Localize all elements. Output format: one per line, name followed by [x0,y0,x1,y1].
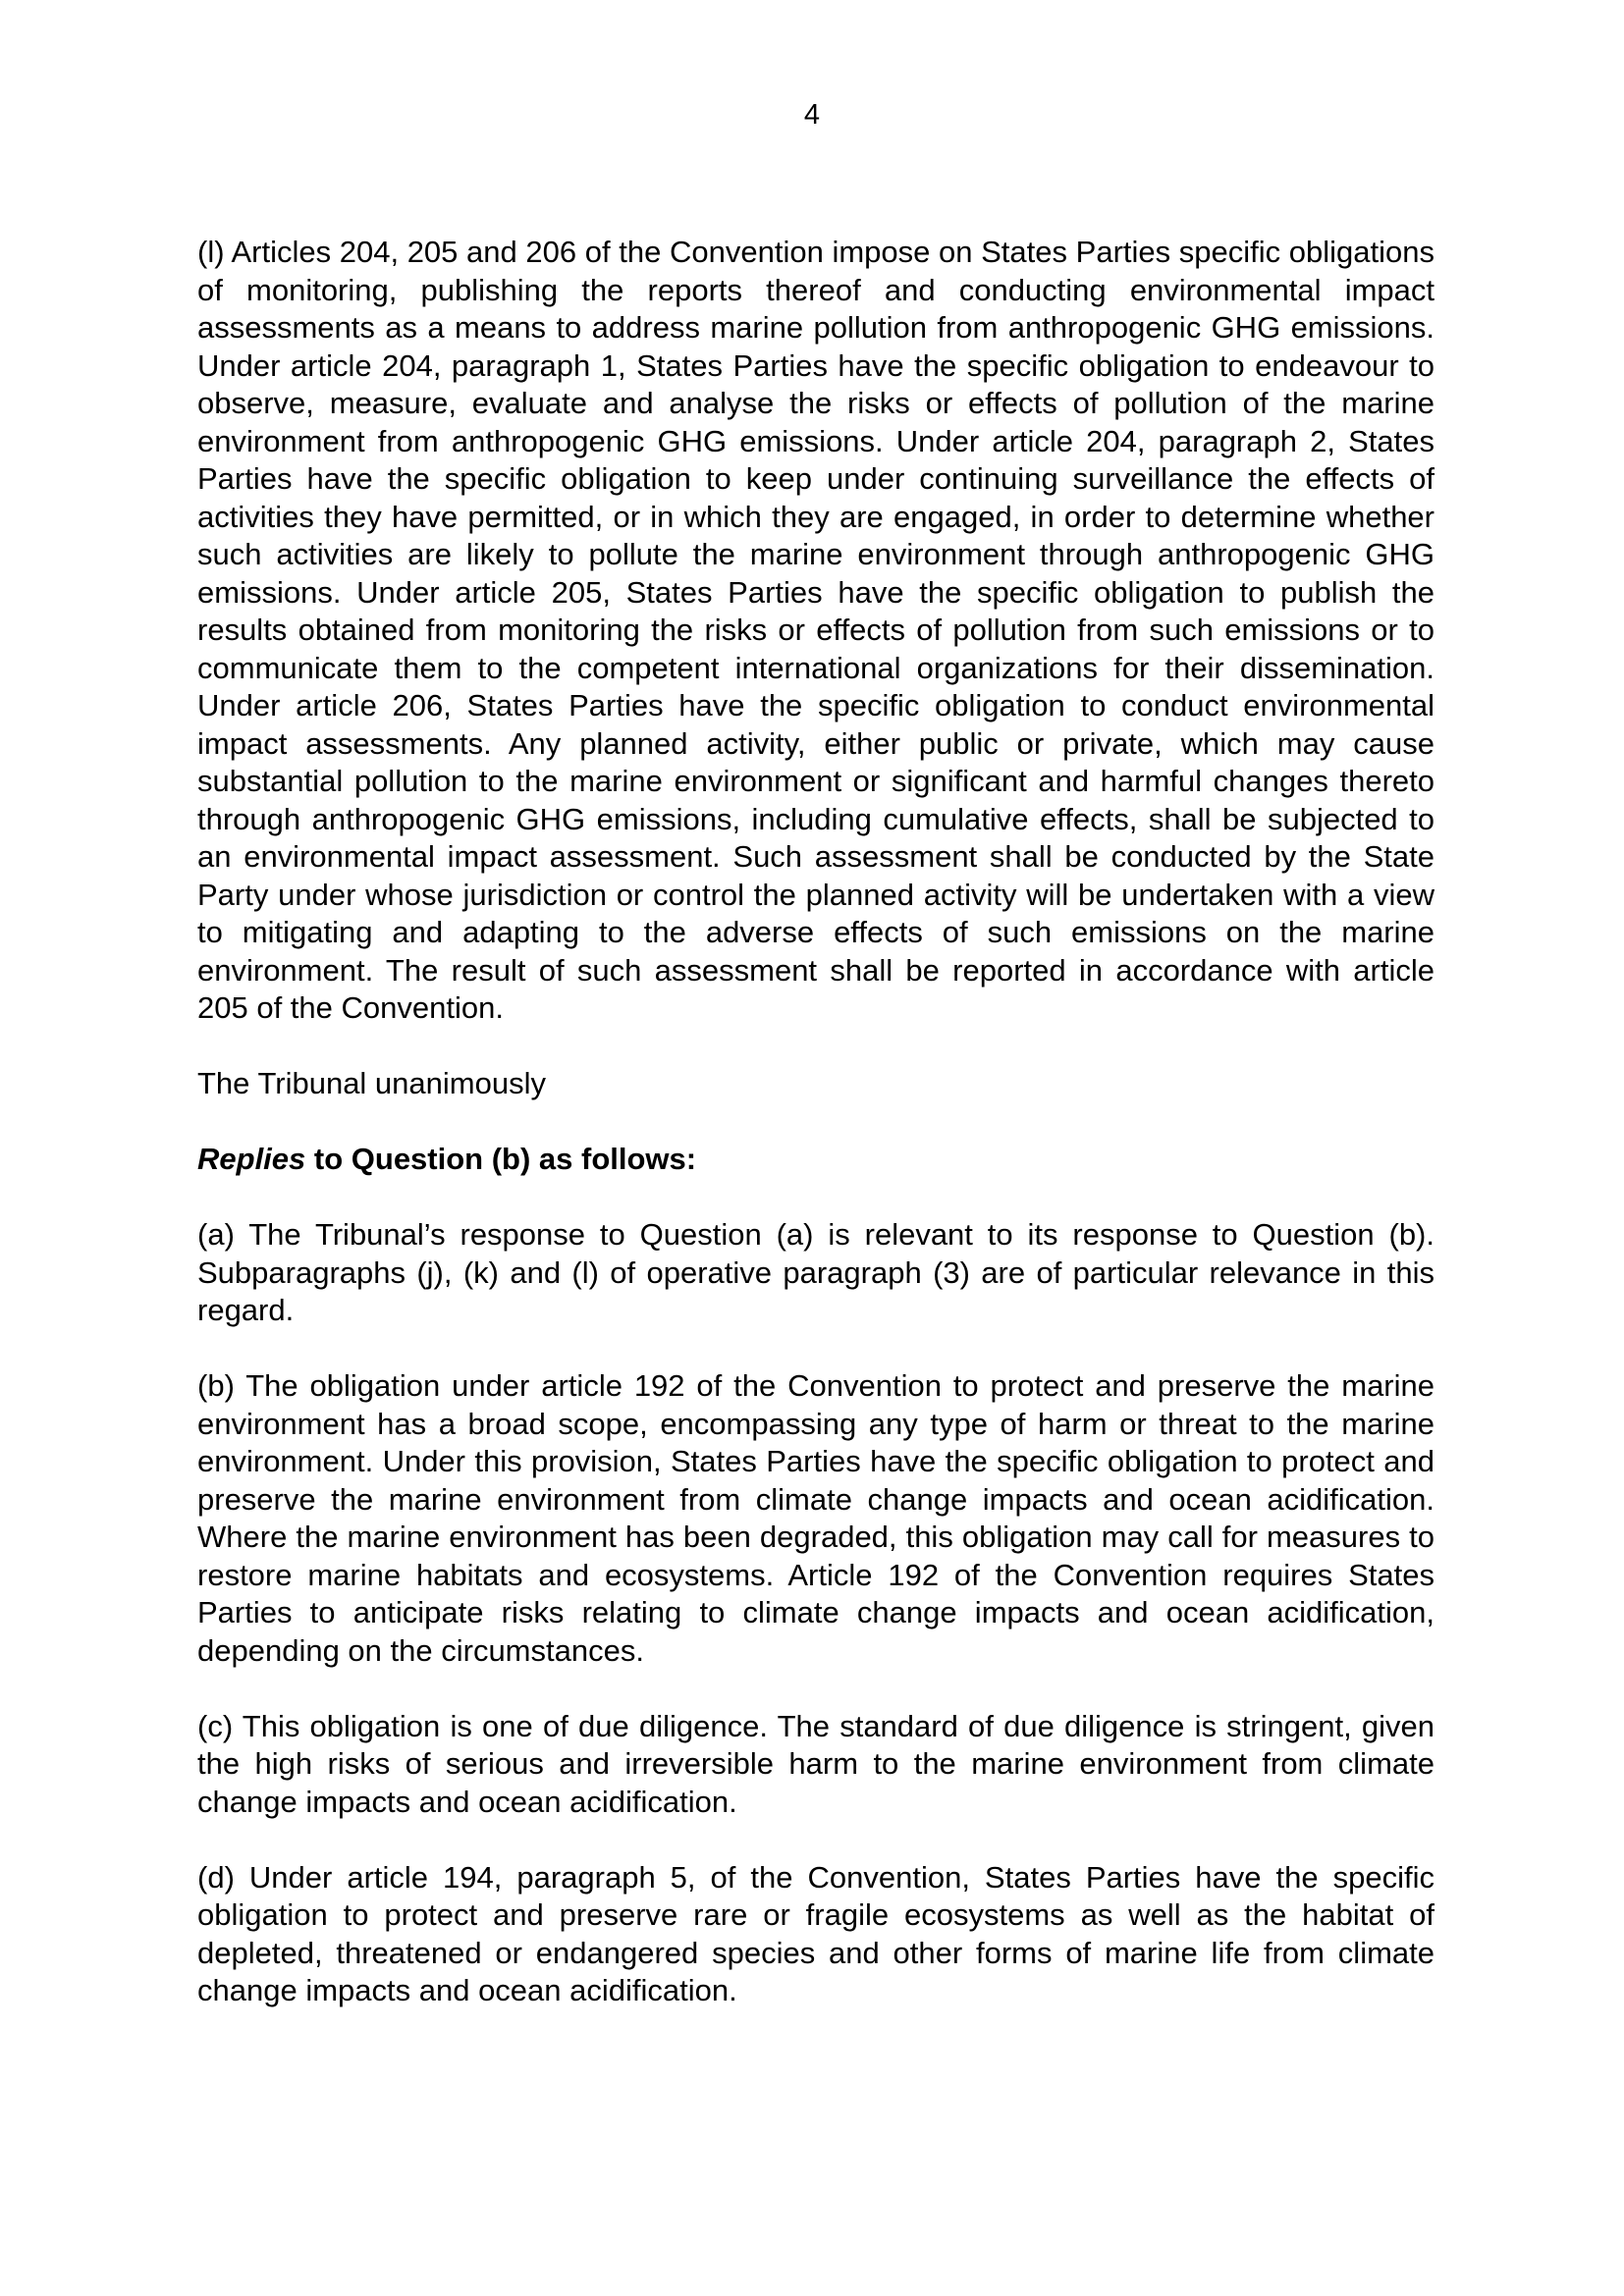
paragraph-b: (b) The obligation under article 192 of the Convention to protect and preserve the marine environment has a broad scope, encompassing any type of harm or threat to the marine environment. Under this provision, States Parties have the specific obligation to protect and preserve the marine environment from climate change impacts and ocean acidification. Where the marine environment has been degraded, this obligation may call for measures to restore marine habitats and ecosystems. Article 192 of the Convention requires States Parties to anticipate risks relating to climate change impacts and ocean acidification, depending on the circumstances. [197,1368,1435,1668]
paragraph-c: (c) This obligation is one of due diligence. The standard of due diligence is stringent, given the high risks of serious and irreversible harm to the marine environment from climate change impacts and ocean acidification. [197,1708,1435,1819]
replies-heading-rest: to Question (b) as follows: [305,1142,697,1176]
document-body [197,234,1435,2048]
replies-heading-italic: Replies [197,1142,306,1176]
replies-heading [197,1141,1435,1179]
paragraph-a: (a) The Tribunal’s response to Question (a) is relevant to its response to Question (b). Subparagraphs (j), (k) and (l) of operative paragraph (3) are of particular relevance in this regard. [197,1217,1435,1327]
tribunal-unanimously-text: The Tribunal unanimously [197,1066,546,1100]
page-number: 4 [803,99,821,131]
paragraph-l: (l) Articles 204, 205 and 206 of the Convention impose on States Parties specific obligations of monitoring, publishing the reports thereof and conducting environmental impact assessments as a means to address marine pollution from anthropogenic GHG emissions. Under article 204, paragraph 1, States Parties have the specific obligation to endeavour to observe, measure, evaluate and analyse the risks or effects of pollution of the marine environment from anthropogenic GHG emissions. Under article 204, paragraph 2, States Parties have the specific obligation to keep under continuing surveillance the effects of activities they have permitted, or in which they are engaged, in order to determine whether such activities are likely to pollute the marine environment through anthropogenic GHG emissions. Under article 205, States Parties have the specific obligation to publish the results obtained from monitoring the risks or effects of pollution from such emissions or to communicate them to the competent international organizations for their dissemination. Under article 206, States Parties have the specific obligation to conduct environmental impact assessments. Any planned activity, either public or private, which may cause substantial pollution to the marine environment or significant and harmful changes thereto through anthropogenic GHG emissions, including cumulative effects, shall be subjected to an environmental impact assessment. Such assessment shall be conducted by the State Party under whose jurisdiction or control the planned activity will be undertaken with a view to mitigating and adapting to the adverse effects of such emissions on the marine environment. The result of such assessment shall be reported in accordance with article 205 of the Convention. [197,235,1435,1025]
paragraph-d: (d) Under article 194, paragraph 5, of the Convention, States Parties have the specific obligation to protect and preserve rare or fragile ecosystems as well as the habitat of depleted, threatened or endangered species and other forms of marine life from climate change impacts and ocean acidification. [197,1859,1435,2007]
